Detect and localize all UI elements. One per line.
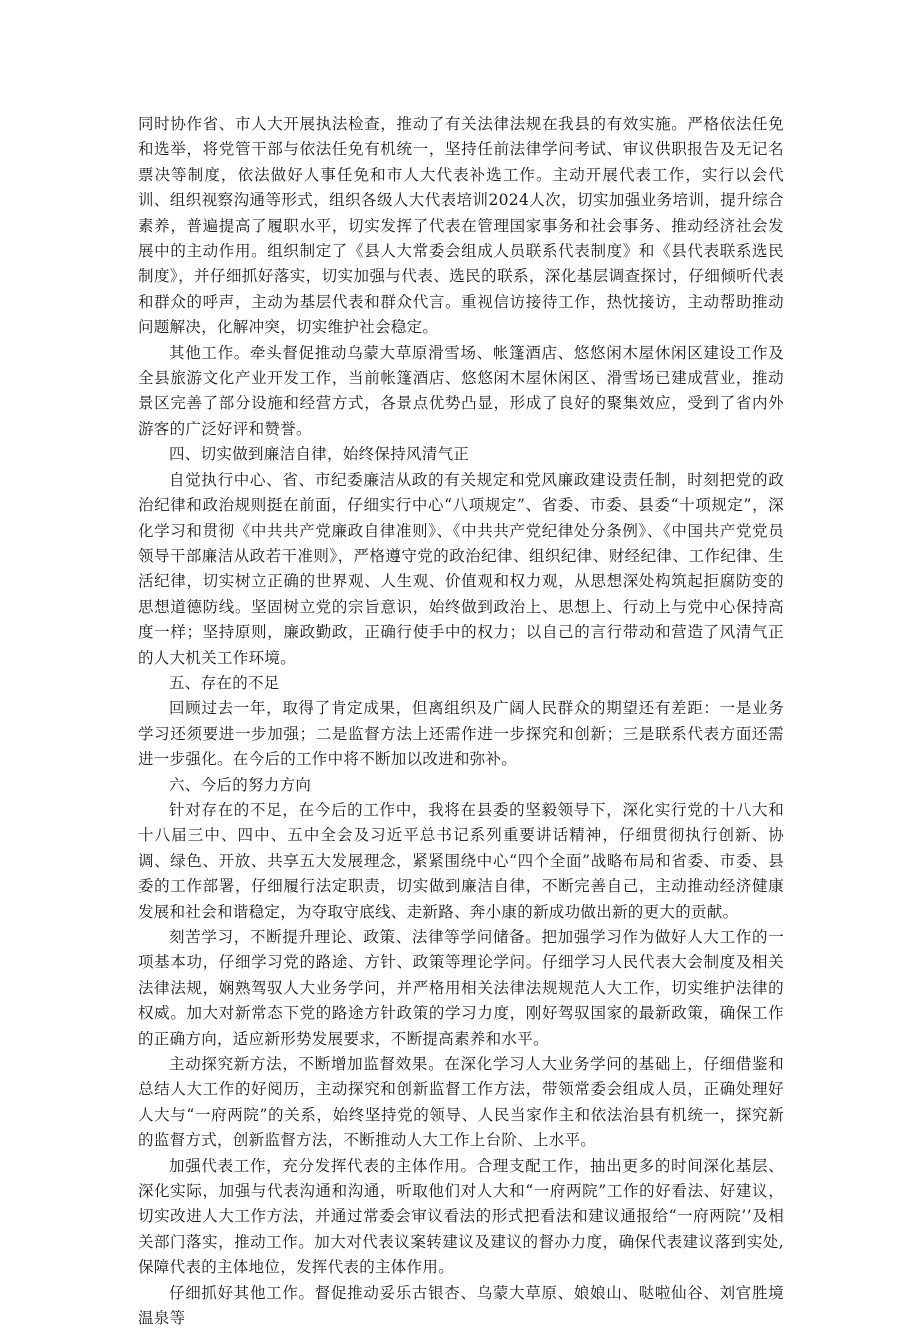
document-body [138, 112, 784, 1332]
paragraph-other-work: 其他工作。牵头督促推动乌蒙大草原滑雪场、帐篷酒店、悠悠闲木屋休闲区建设工作及全县旅游文化产业开发工作，当前帐篷酒店、悠悠闲木屋休闲区、滑雪场已建成营业，推动景区完善了部分设施和经营方式，各景点优势凸显，形成了良好的聚集效应，受到了省内外游客的广泛好评和赞誉。 [138, 343, 784, 438]
paragraph-supervision-methods: 主动探究新方法，不断增加监督效果。在深化学习人大业务学问的基础上，仔细借鉴和总结人大工作的好阅历，主动探究和创新监督工作方法，带领常委会组成人员，正确处理好人大与“一府两院”的关系，始终坚持党的领导、人民当家作主和依法治县有机统一，探究新的监督方式，创新监督方法，不断推动人大工作上台阶、上水平。 [138, 1055, 784, 1150]
section-heading-shortcomings: 五、存在的不足 [169, 673, 280, 692]
paragraph-integrity: 自觉执行中心、省、市纪委廉洁从政的有关规定和党风廉政建设责任制，时刻把党的政治纪律和政治规则挺在前面，仔细实行中心“八项规定”、省委、市委、县委“十项规定”，深化学习和贯彻《中共共产党廉政自律准则》、《中共共产党纪律处分条例》、《中国共产党党员领导干部廉洁从政若干准则》，严格遵守党的政治纪律、组织纪律、财经纪律、工作纪律、生活纪律，切实树立正确的世界观、人生观、价值观和权力观，从思想深处构筑起拒腐防变的思想道德防线。坚固树立党的宗旨意识，始终做到政治上、思想上、行动上与党中心保持高度一样；坚持原则，廉政勤政，正确行使手中的权力；以自己的言行带动和营造了风清气正的人大机关工作环境。 [138, 470, 784, 667]
paragraph-shortcomings: 回顾过去一年，取得了肯定成果，但离组织及广阔人民群众的期望还有差距：一是业务学习还须要进一步加强；二是监督方法上还需作进一步探究和创新；三是联系代表方面还需进一步强化。在今后的工作中将不断加以改进和弥补。 [138, 699, 784, 769]
paragraph-other-tasks: 仔细抓好其他工作。督促推动妥乐古银杏、乌蒙大草原、娘娘山、哒啦仙谷、刘官胜境温泉等 [138, 1283, 784, 1328]
paragraph-representative-work: 加强代表工作，充分发挥代表的主体作用。合理支配工作，抽出更多的时间深化基层、深化实际，加强与代表沟通和沟通，听取他们对人大和“一府两院”工作的好看法、好建议，切实改进人大工作方法，并通过常委会审议看法的形式把看法和建议通报给“一府两院’’及相关部门落实，推动工作。加大对代表议案转建议及建议的督办力度，确保代表建议落到实处,保障代表的主体地位，发挥代表的主体作用。 [138, 1156, 784, 1277]
paragraph-future-direction: 针对存在的不足，在今后的工作中，我将在县委的坚毅领导下，深化实行党的十八大和十八届三中、四中、五中全会及习近平总书记系列重要讲话精神，仔细贯彻执行创新、协调、绿色、开放、共享五大发展理念，紧紧围绕中心“四个全面”战略布局和省委、市委、县委的工作部署，仔细履行法定职责，切实做到廉洁自律，不断完善自己，主动推动经济健康发展和社会和谐稳定，为夺取守底线、走新路、奔小康的新成功做出新的更大的贡献。 [138, 800, 784, 921]
section-heading-integrity: 四、切实做到廉洁自律，始终保持风清气正 [169, 445, 470, 464]
paragraph-study: 刻苦学习，不断提升理论、政策、法律等学问储备。把加强学习作为做好人大工作的一项基本功，仔细学习党的路途、方针、政策等理论学问。仔细学习人民代表大会制度及相关法律法规，娴熟驾驭人大业务学问，并严格用相关法律法规规范人大工作，切实维护法律的权威。加大对新常态下党的路途方针政策的学习力度，刚好驾驭国家的最新政策，确保工作的正确方向，适应新形势发展要求，不断提高素养和水平。 [138, 928, 784, 1048]
section-heading-future-direction: 六、今后的努力方向 [169, 775, 312, 794]
paragraph-appointments-and-representatives: 同时协作省、市人大开展执法检查，推动了有关法律法规在我县的有效实施。严格依法任免和选举，将党管干部与依法任免有机统一，坚持任前法律学问考试、审议供职报告及无记名票决等制度，依法做好人事任免和市人大代表补选工作。主动开展代表工作，实行以会代训、组织视察沟通等形式，组织各级人大代表培训2024人次，切实加强业务培训，提升综合素养，普遍提高了履职水平，切实发挥了代表在管理国家事务和社会事务、推动经济社会发展中的主动作用。组织制定了《县人大常委会组成人员联系代表制度》和《县代表联系选民制度》，并仔细抓好落实，切实加强与代表、选民的联系，深化基层调查探讨，仔细倾听代表和群众的呼声，主动为基层代表和群众代言。重视信访接待工作，热忱接访，主动帮助推动问题解决，化解冲突，切实维护社会稳定。 [138, 115, 784, 337]
